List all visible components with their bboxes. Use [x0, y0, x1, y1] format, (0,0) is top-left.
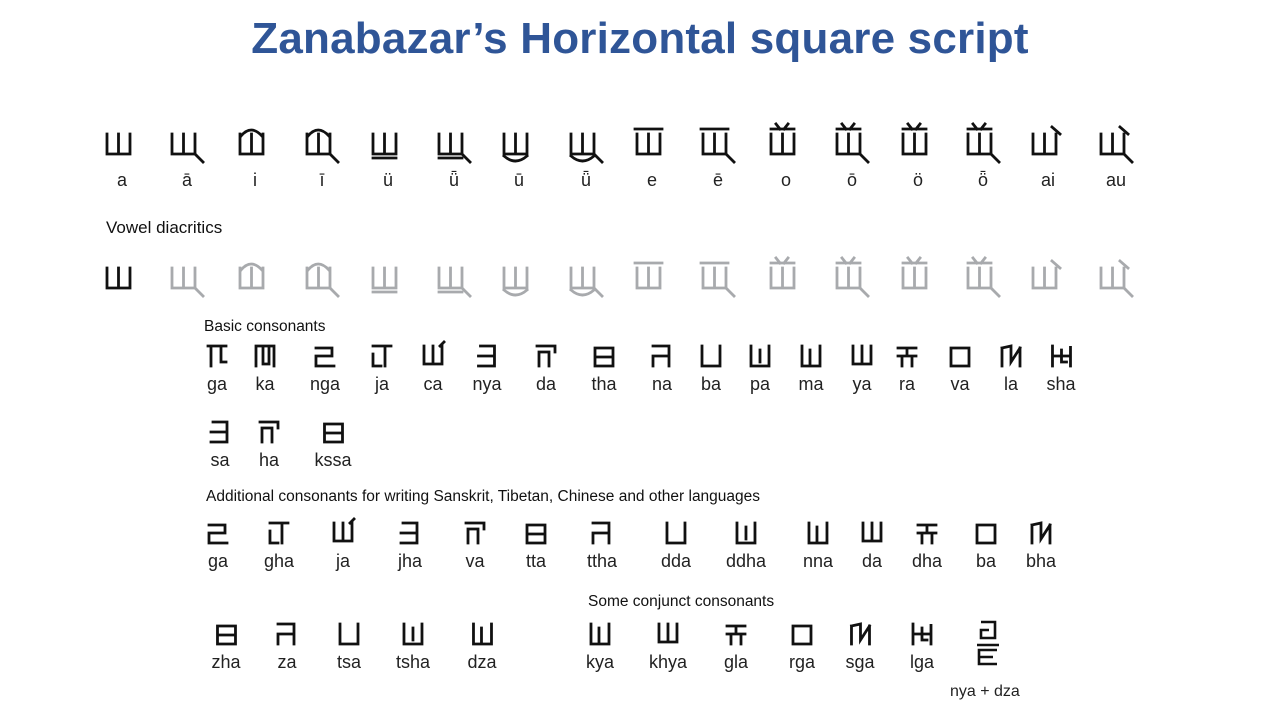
glyph-sa	[207, 418, 233, 446]
diacritic-glyph-cell	[766, 258, 806, 300]
vowel-label: au	[1105, 170, 1127, 190]
glyph-vowel-7	[566, 124, 606, 166]
glyph-vowel-11	[832, 124, 872, 166]
glyph-vowel-4	[368, 258, 408, 300]
glyph-dza	[469, 620, 495, 648]
consonant-label: khya	[648, 652, 688, 672]
consonant-label: la	[1003, 374, 1018, 394]
consonant-label: ga	[206, 374, 228, 394]
consonant-label: na	[651, 374, 673, 394]
consonant-label: rga	[788, 652, 816, 672]
glyph-ddha	[733, 519, 759, 547]
diacritic-glyph-cell	[102, 258, 142, 300]
vowel-cell	[434, 124, 474, 191]
consonant-cell	[789, 620, 815, 673]
consonant-cell	[397, 519, 423, 572]
consonant-cell	[998, 342, 1024, 395]
glyph-nya-dza	[975, 616, 1001, 668]
consonant-cell	[649, 342, 675, 395]
vowel-cell	[698, 124, 738, 191]
diacritic-glyph-cell	[302, 258, 342, 300]
diacritic-glyph-cell	[698, 258, 738, 300]
vowel-label: ai	[1040, 170, 1055, 190]
diacritic-glyph-cell	[235, 258, 275, 300]
vowel-cell	[1028, 124, 1068, 191]
glyph-vowel-10	[766, 258, 806, 300]
consonant-cell	[274, 620, 300, 673]
glyph-vowel-3	[302, 124, 342, 166]
glyph-vowel-5	[434, 124, 474, 166]
glyph-lga	[909, 620, 935, 648]
consonant-label: da	[535, 374, 557, 394]
glyph-nya	[474, 342, 500, 370]
consonant-cell	[947, 342, 973, 395]
consonant-label: va	[465, 551, 485, 571]
glyph-vowel-6	[499, 258, 539, 300]
consonant-label: dza	[467, 652, 497, 672]
glyph-vowel-15	[1096, 258, 1136, 300]
consonant-cell	[661, 519, 691, 572]
consonant-label: ya	[852, 374, 872, 394]
consonant-cell	[420, 342, 446, 395]
consonant-cell	[909, 620, 935, 673]
consonant-label: bha	[1025, 551, 1057, 571]
glyph-zha	[213, 620, 239, 648]
consonant-cell	[467, 620, 496, 673]
consonant-cell	[849, 342, 875, 395]
vowel-label: ū	[513, 170, 524, 190]
consonant-cell	[591, 342, 617, 395]
glyph-vowel-8	[632, 258, 672, 300]
vowel-cell	[235, 124, 275, 191]
diacritic-glyph-cell	[832, 258, 872, 300]
consonant-label: sga	[845, 652, 875, 672]
consonant-cell	[369, 342, 395, 395]
glyph-khya	[655, 620, 681, 648]
consonant-cell	[314, 418, 351, 471]
glyph-ya	[849, 342, 875, 370]
consonant-cell	[472, 342, 501, 395]
glyph-ka	[252, 342, 278, 370]
glyph-vowel-12	[898, 258, 938, 300]
glyph-da	[859, 519, 885, 547]
consonant-label: tta	[525, 551, 546, 571]
consonant-cell	[859, 519, 885, 572]
consonant-label: gha	[263, 551, 295, 571]
consonant-cell	[396, 620, 430, 673]
consonant-cell	[252, 342, 278, 395]
consonant-label: ma	[798, 374, 824, 394]
glyph-pa	[747, 342, 773, 370]
vowel-cell	[167, 124, 207, 191]
consonant-label: va	[950, 374, 970, 394]
vowel-label: ē	[712, 170, 723, 190]
diacritic-glyph-cell	[963, 258, 1003, 300]
glyph-nna	[805, 519, 831, 547]
vowel-label: ö	[912, 170, 923, 190]
vowel-label: ȫ	[977, 170, 988, 190]
diacritic-glyph-cell	[1028, 258, 1068, 300]
section-heading-additional-consonants: Additional consonants for writing Sanskrit, Tibetan, Chinese and other languages	[206, 488, 761, 505]
glyph-vowel-1	[167, 124, 207, 166]
diacritic-glyph-cell	[632, 258, 672, 300]
vowel-cell	[102, 124, 142, 191]
consonant-cell	[523, 519, 549, 572]
consonant-cell	[256, 418, 282, 471]
vowel-label: ō	[846, 170, 857, 190]
consonant-label: dda	[660, 551, 692, 571]
consonant-label: kya	[585, 652, 615, 672]
vowel-cell	[632, 124, 672, 191]
consonant-label: ca	[423, 374, 443, 394]
consonant-cell	[1026, 519, 1056, 572]
glyph-ba	[698, 342, 724, 370]
vowel-cell	[766, 124, 806, 191]
glyph-vowel-0	[102, 258, 142, 300]
glyph-za	[274, 620, 300, 648]
conjunct-note: nya + dza	[950, 683, 1020, 700]
glyph-sga	[847, 620, 873, 648]
glyph-gha	[266, 519, 292, 547]
consonant-label: za	[277, 652, 297, 672]
glyph-tha	[591, 342, 617, 370]
consonant-label: lga	[909, 652, 935, 672]
diacritic-glyph-cell	[898, 258, 938, 300]
vowel-cell	[499, 124, 539, 191]
vowel-label: o	[780, 170, 791, 190]
consonant-label: nya	[472, 374, 502, 394]
glyph-vowel-13	[963, 124, 1003, 166]
glyph-kssa	[320, 418, 346, 446]
vowel-cell	[898, 124, 938, 191]
consonant-label: tsha	[395, 652, 431, 672]
glyph-vowel-15	[1096, 124, 1136, 166]
consonant-cell	[747, 342, 773, 395]
consonant-cell	[204, 342, 230, 395]
consonant-cell	[803, 519, 833, 572]
conjunct-glyph-nya-dza	[975, 616, 1001, 668]
glyph-va	[947, 342, 973, 370]
glyph-tsha	[400, 620, 426, 648]
glyph-kya	[587, 620, 613, 648]
glyph-sha	[1048, 342, 1074, 370]
consonant-label: sa	[210, 450, 230, 470]
glyph-vowel-4	[368, 124, 408, 166]
glyph-ttha	[589, 519, 615, 547]
consonant-cell	[723, 620, 749, 673]
consonant-label: ja	[335, 551, 350, 571]
consonant-label: jha	[397, 551, 423, 571]
glyph-na	[649, 342, 675, 370]
consonant-cell	[336, 620, 362, 673]
glyph-tta	[523, 519, 549, 547]
vowel-cell	[368, 124, 408, 191]
glyph-ra	[894, 342, 920, 370]
glyph-tsa	[336, 620, 362, 648]
vowel-cell	[566, 124, 606, 191]
consonant-label: ka	[255, 374, 275, 394]
glyph-ma	[798, 342, 824, 370]
consonant-label: dha	[911, 551, 943, 571]
glyph-ja	[369, 342, 395, 370]
consonant-label: pa	[749, 374, 771, 394]
consonant-label: da	[861, 551, 883, 571]
glyph-jha	[397, 519, 423, 547]
consonant-cell	[587, 519, 617, 572]
glyph-vowel-0	[102, 124, 142, 166]
consonant-cell	[586, 620, 614, 673]
glyph-vowel-10	[766, 124, 806, 166]
vowel-label: ǖ	[448, 170, 459, 190]
consonant-cell	[211, 620, 240, 673]
consonant-cell	[894, 342, 920, 395]
glyph-vowel-6	[499, 124, 539, 166]
consonant-label: nga	[309, 374, 341, 394]
vowel-label: ü	[382, 170, 393, 190]
vowel-label: i	[253, 170, 257, 190]
glyph-nga	[312, 342, 338, 370]
glyph-vowel-2	[235, 124, 275, 166]
consonant-cell	[973, 519, 999, 572]
glyph-vowel-12	[898, 124, 938, 166]
diacritic-glyph-cell	[566, 258, 606, 300]
consonant-label: ba	[975, 551, 997, 571]
consonant-cell	[698, 342, 724, 395]
consonant-label: ra	[898, 374, 915, 394]
glyph-vowel-9	[698, 258, 738, 300]
vowel-cell	[963, 124, 1003, 191]
consonant-label: ga	[207, 551, 229, 571]
vowel-label: e	[646, 170, 657, 190]
diacritic-glyph-cell	[434, 258, 474, 300]
glyph-vowel-11	[832, 258, 872, 300]
consonant-cell	[205, 519, 231, 572]
glyph-vowel-8	[632, 124, 672, 166]
page-title: Zanabazar’s Horizontal square script	[251, 14, 1029, 63]
consonant-cell	[649, 620, 687, 673]
glyph-bha	[1028, 519, 1054, 547]
diacritic-glyph-cell	[499, 258, 539, 300]
section-heading-basic-consonants: Basic consonants	[204, 318, 326, 335]
vowel-label: ā	[181, 170, 192, 190]
consonant-label: ja	[374, 374, 389, 394]
vowel-label: ī	[319, 170, 325, 190]
vowel-cell	[302, 124, 342, 191]
glyph-la	[998, 342, 1024, 370]
glyph-ga	[204, 342, 230, 370]
vowel-cell	[832, 124, 872, 191]
glyph-ca	[420, 342, 446, 370]
consonant-cell	[462, 519, 488, 572]
glyph-gla	[723, 620, 749, 648]
diacritic-glyph-cell	[167, 258, 207, 300]
glyph-dda	[663, 519, 689, 547]
glyph-ha	[256, 418, 282, 446]
diacritic-glyph-cell	[368, 258, 408, 300]
consonant-label: ba	[700, 374, 722, 394]
glyph-ja	[330, 519, 356, 547]
glyph-rga	[789, 620, 815, 648]
glyph-vowel-1	[167, 258, 207, 300]
glyph-ba	[973, 519, 999, 547]
section-heading-vowel-diacritics: Vowel diacritics	[106, 218, 223, 237]
consonant-cell	[845, 620, 874, 673]
consonant-cell	[264, 519, 294, 572]
consonant-label: sha	[1046, 374, 1076, 394]
glyph-vowel-13	[963, 258, 1003, 300]
glyph-dha	[914, 519, 940, 547]
section-heading-conjunct-consonants: Some conjunct consonants	[588, 593, 775, 610]
consonant-cell	[310, 342, 340, 395]
consonant-label: ttha	[586, 551, 618, 571]
consonant-cell	[798, 342, 824, 395]
glyph-vowel-5	[434, 258, 474, 300]
consonant-cell	[330, 519, 356, 572]
glyph-vowel-7	[566, 258, 606, 300]
consonant-label: kssa	[314, 450, 352, 470]
glyph-vowel-14	[1028, 258, 1068, 300]
consonant-label: ddha	[725, 551, 767, 571]
glyph-vowel-2	[235, 258, 275, 300]
consonant-cell	[207, 418, 233, 471]
consonant-label: zha	[211, 652, 241, 672]
consonant-cell	[726, 519, 766, 572]
vowel-cell	[1096, 124, 1136, 191]
glyph-da	[533, 342, 559, 370]
consonant-label: ha	[258, 450, 280, 470]
glyph-ga	[205, 519, 231, 547]
consonant-cell	[533, 342, 559, 395]
glyph-vowel-3	[302, 258, 342, 300]
glyph-vowel-9	[698, 124, 738, 166]
glyph-vowel-14	[1028, 124, 1068, 166]
diacritic-glyph-cell	[1096, 258, 1136, 300]
vowel-label: a	[116, 170, 127, 190]
consonant-label: tsa	[336, 652, 361, 672]
consonant-label: gla	[723, 652, 749, 672]
consonant-label: nna	[802, 551, 834, 571]
consonant-cell	[912, 519, 942, 572]
consonant-label: tha	[591, 374, 617, 394]
glyph-va	[462, 519, 488, 547]
vowel-label: ǖ	[580, 170, 591, 190]
consonant-cell	[1046, 342, 1075, 395]
